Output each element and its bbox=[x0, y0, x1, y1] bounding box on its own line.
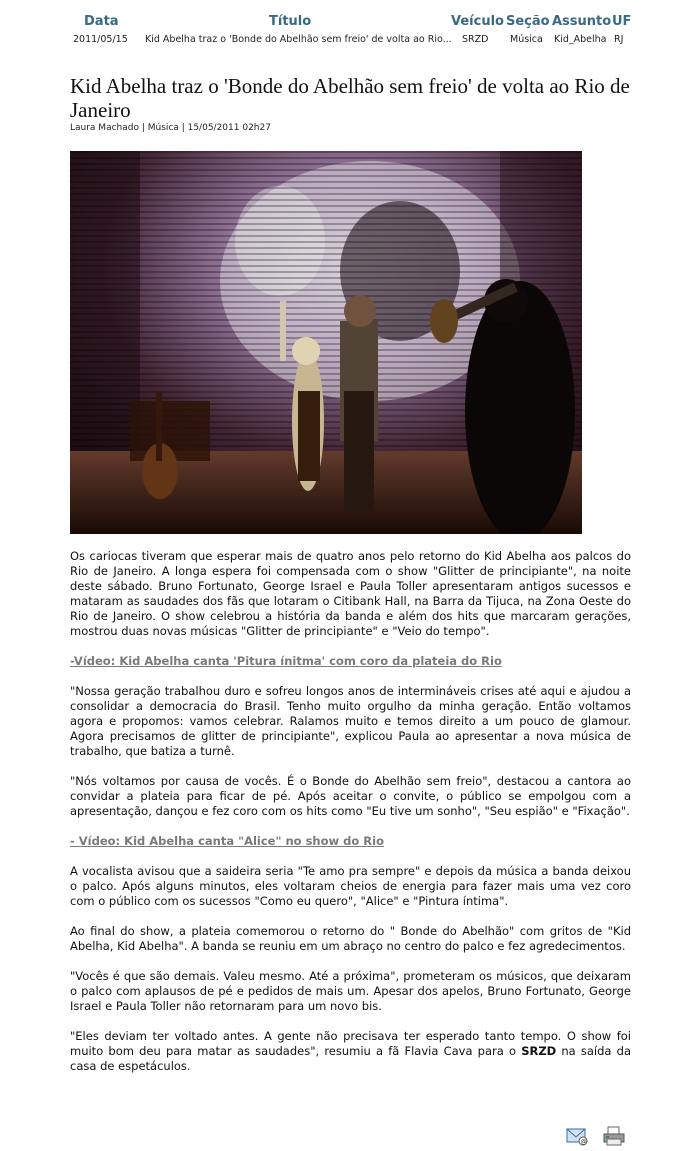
vehicle-value: SRZD bbox=[462, 34, 489, 45]
svg-text:@: @ bbox=[580, 1138, 587, 1146]
article-paragraph bbox=[70, 1029, 631, 1074]
email-icon[interactable] bbox=[566, 1126, 588, 1150]
date-header: Data bbox=[84, 14, 119, 29]
video-link-pintura-intima[interactable]: -Vídeo: Kid Abelha canta 'Pitura ínitma' com coro da plateia do Rio bbox=[70, 654, 502, 668]
subject-value: Kid_Abelha bbox=[554, 34, 607, 45]
article-metadata bbox=[0, 0, 700, 60]
article-byline: Laura Machado | Música | 15/05/2011 02h27 bbox=[70, 123, 271, 133]
source-name: SRZD bbox=[521, 1044, 557, 1058]
print-icon[interactable] bbox=[603, 1126, 625, 1150]
vehicle-header: Veículo bbox=[451, 14, 504, 29]
date-value: 2011/05/15 bbox=[73, 34, 128, 45]
paragraph-text: "Eles deviam ter voltado antes. A gente não precisava ter esperado tanto tempo. O show foi muito bom deu para matar as saudades", resumiu a fã Flavia Cava para o bbox=[70, 1029, 631, 1058]
article-title: Kid Abelha traz o 'Bonde do Abelhão sem freio' de volta ao Rio de Janeiro bbox=[70, 74, 630, 122]
title-value: Kid Abelha traz o 'Bonde do Abelhão sem freio' de volta ao Rio... bbox=[145, 34, 452, 45]
video-link-alice[interactable]: - Vídeo: Kid Abelha canta "Alice" no show do Rio bbox=[70, 834, 384, 848]
section-value: Música bbox=[510, 34, 543, 45]
concert-photo bbox=[70, 151, 582, 534]
article-paragraph: A vocalista avisou que a saideira seria "Te amo pra sempre" e depois da música a banda deixou o palco. Após alguns minutos, eles voltaram cheios de energia para fazer mais uma vez coro com o público com os sucessos "Como eu quero", "Alice" e "Pintura íntima". bbox=[70, 864, 631, 908]
article-paragraph: Ao final do show, a plateia comemorou o retorno do " Bonde do Abelhão" com gritos de "Kid Abelha, Kid Abelha". A banda se reuniu em um abraço no centro do palco e fez agredecimentos. bbox=[70, 924, 631, 953]
article-paragraph: "Nós voltamos por causa de vocês. É o Bonde do Abelhão sem freio", destacou a cantora ao convidar a plateia para ficar de pé. Após aceitar o convite, o público se empolgou com a apresentação, dançou e fez coro com os hits como "Eu tive um sonho", "Seu espião" e "Fixação". bbox=[70, 774, 631, 818]
article-paragraph: Os cariocas tiveram que esperar mais de quatro anos pelo retorno do Kid Abelha aos palcos do Rio de Janeiro. A longa espera foi compensada com o show "Glitter de principiante", na noite deste sábado. Bruno Fortunato, George Israel e Paula Toller apresentaram antigos sucessos e mataram as saudades dos fãs que lotaram o Citibank Hall, na Barra da Tijuca, na Zona Oeste do Rio de Janeiro. O show celebrou a história da banda e além dos hits que marcaram gerações, mostrou duas novas músicas "Glitter de principiante" e "Veio do tempo". bbox=[70, 549, 631, 638]
article-paragraph: "Nossa geração trabalhou duro e sofreu longos anos de intermináveis crises até aqui e ajudou a consolidar a democracia do Brasil. Tenho muito orgulho da minha geração. Então voltamos agora e propomos: vamos celebrar. Ralamos muito e temos direito a um pouco de glamour. Agora precisamos de glitter de principiante", explicou Paula ao apresentar a nova música de trabalho, que batiza a turnê. bbox=[70, 684, 631, 758]
article-paragraph: "Vocês é que são demais. Valeu mesmo. Até a próxima", prometeram os músicos, que deixaram o palco com aplausos de pé e pedidos de mais um. Apesar dos apelos, Bruno Fortunato, George Israel e Paula Toller não retornaram para um novo bis. bbox=[70, 969, 631, 1013]
subject-header: Assunto bbox=[552, 14, 612, 29]
title-header: Título bbox=[269, 14, 312, 29]
share-tools bbox=[566, 1126, 635, 1150]
state-value: RJ bbox=[614, 34, 624, 45]
article-body bbox=[70, 549, 631, 1089]
paragraph-text: na saída da casa de espetáculos. bbox=[70, 1044, 631, 1073]
section-header: Seção bbox=[506, 14, 550, 29]
state-header: UF bbox=[612, 14, 632, 29]
